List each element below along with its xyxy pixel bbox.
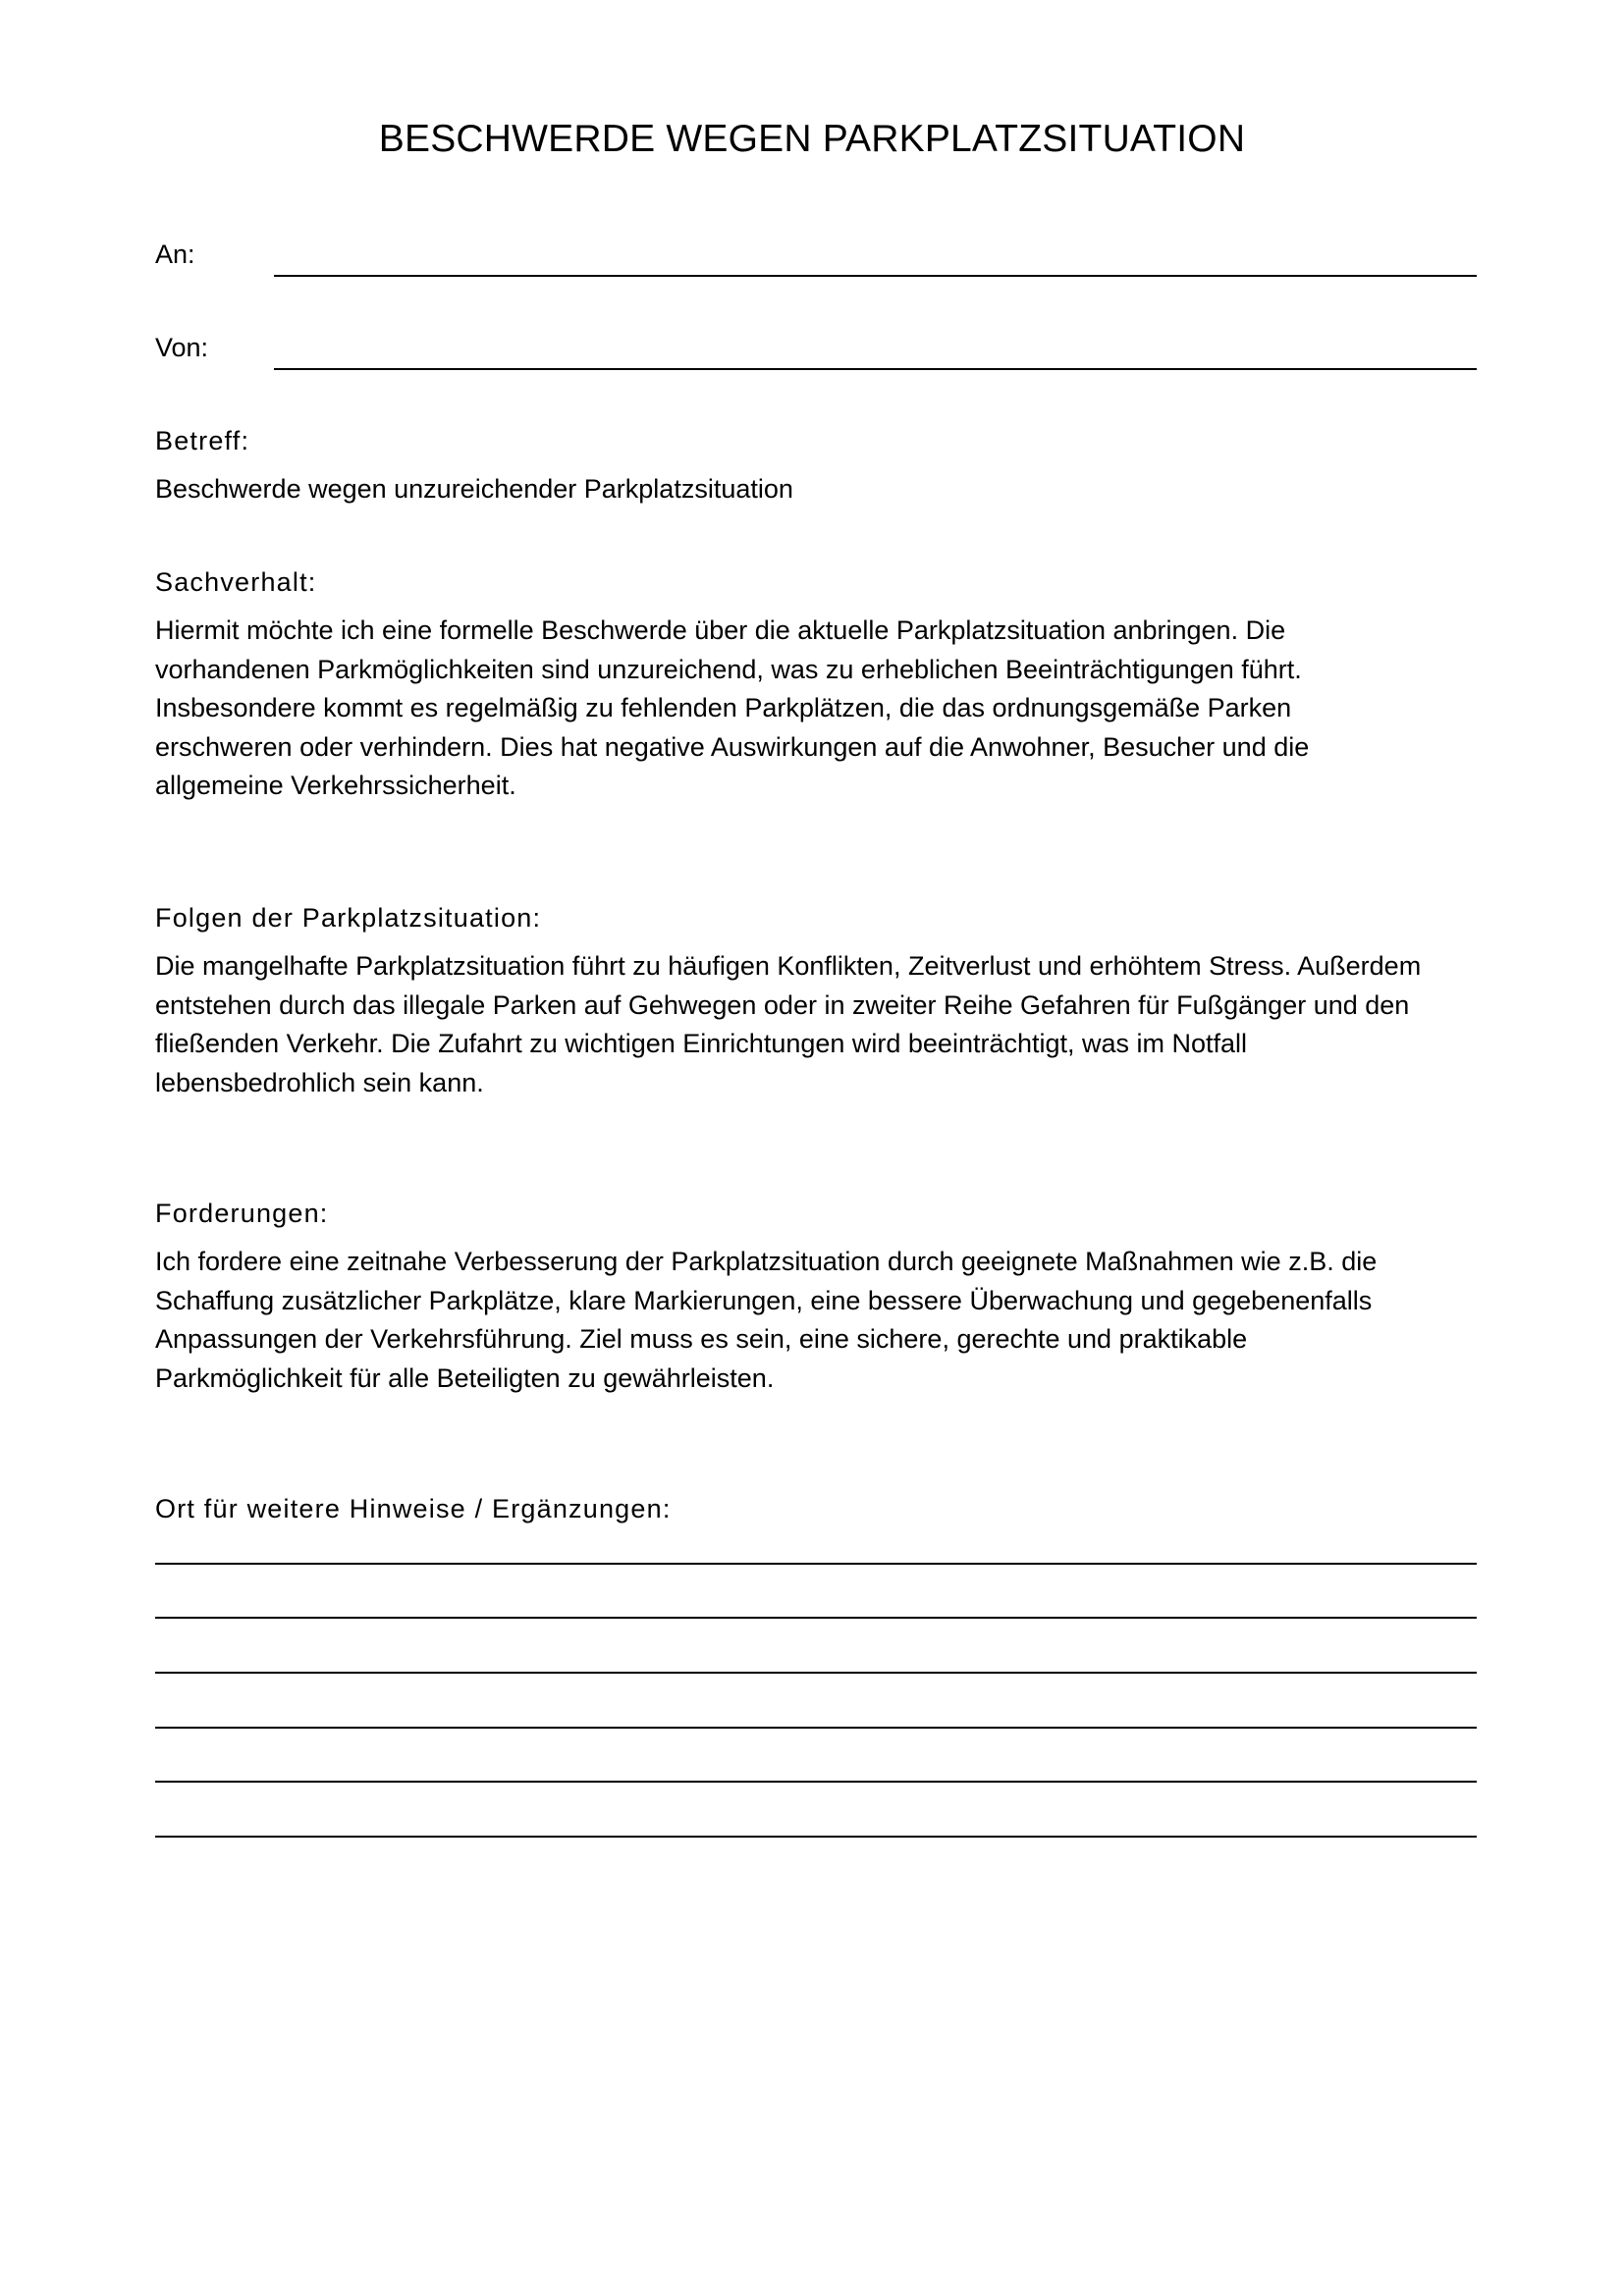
- section-sachverhalt: [155, 565, 1490, 806]
- to-input-line[interactable]: [274, 275, 1477, 277]
- sachverhalt-heading: Sachverhalt:: [155, 567, 317, 597]
- text-line: vorhandenen Parkmöglichkeiten sind unzureichend, was zu erheblichen Beeinträchtigungen führt.: [155, 654, 1302, 684]
- forderungen-text: [155, 1243, 1490, 1398]
- text-line: Ich fordere eine zeitnahe Verbesserung der Parkplatzsituation durch geeignete Maßnahmen wie z.B. die: [155, 1247, 1378, 1276]
- note-line[interactable]: [155, 1727, 1477, 1729]
- section-betreff: [155, 424, 1490, 509]
- sachverhalt-text: [155, 612, 1490, 806]
- note-line[interactable]: [155, 1563, 1477, 1565]
- text-line: Anpassungen der Verkehrsführung. Ziel muss es sein, eine sichere, gerechte und praktikable: [155, 1324, 1248, 1354]
- document-title: BESCHWERDE WEGEN PARKPLATZSITUATION: [378, 118, 1246, 160]
- forderungen-heading: Forderungen:: [155, 1199, 329, 1228]
- text-line: Parkmöglichkeit für alle Beteiligten zu gewährleisten.: [155, 1362, 775, 1393]
- text-line: Hiermit möchte ich eine formelle Beschwerde über die aktuelle Parkplatzsituation anbringen. Die: [155, 615, 1286, 645]
- text-line: Die mangelhafte Parkplatzsituation führt zu häufigen Konflikten, Zeitverlust und erhöhtem Stress. Außerdem: [155, 951, 1422, 981]
- folgen-text: [155, 947, 1490, 1102]
- note-line[interactable]: [155, 1672, 1477, 1674]
- notes-heading: Ort für weitere Hinweise / Ergänzungen:: [155, 1494, 672, 1523]
- section-folgen: [155, 901, 1490, 1102]
- text-line: Insbesondere kommt es regelmäßig zu fehlenden Parkplätzen, die das ordnungsgemäße Parken: [155, 693, 1292, 722]
- from-input-line[interactable]: [274, 368, 1477, 370]
- text-line: erschweren oder verhindern. Dies hat negative Auswirkungen auf die Anwohner, Besucher und die: [155, 731, 1310, 762]
- text-line: lebensbedrohlich sein kann.: [155, 1067, 484, 1097]
- to-label: An:: [155, 240, 195, 269]
- text-line: allgemeine Verkehrssicherheit.: [155, 771, 516, 800]
- text-line: Schaffung zusätzlicher Parkplätze, klare Markierungen, eine bessere Überwachung und gegebenenfalls: [155, 1285, 1373, 1315]
- text-line: entstehen durch das illegale Parken auf Gehwegen oder in zweiter Reihe Gefahren für Fußgänger und den: [155, 989, 1410, 1020]
- from-label: Von:: [155, 333, 209, 362]
- betreff-text: Beschwerde wegen unzureichender Parkplatzsituation: [155, 474, 793, 504]
- note-line[interactable]: [155, 1617, 1477, 1619]
- note-line[interactable]: [155, 1781, 1477, 1783]
- to-field-row: [155, 232, 1477, 281]
- from-field-row: [155, 325, 1477, 374]
- note-line[interactable]: [155, 1836, 1477, 1838]
- section-forderungen: [155, 1197, 1490, 1398]
- section-notes: [155, 1492, 1490, 1538]
- betreff-heading: Betreff:: [155, 426, 250, 455]
- text-line: fließenden Verkehr. Die Zufahrt zu wichtigen Einrichtungen wird beeinträchtigt, was im Notfall: [155, 1029, 1248, 1058]
- folgen-heading: Folgen der Parkplatzsituation:: [155, 903, 542, 933]
